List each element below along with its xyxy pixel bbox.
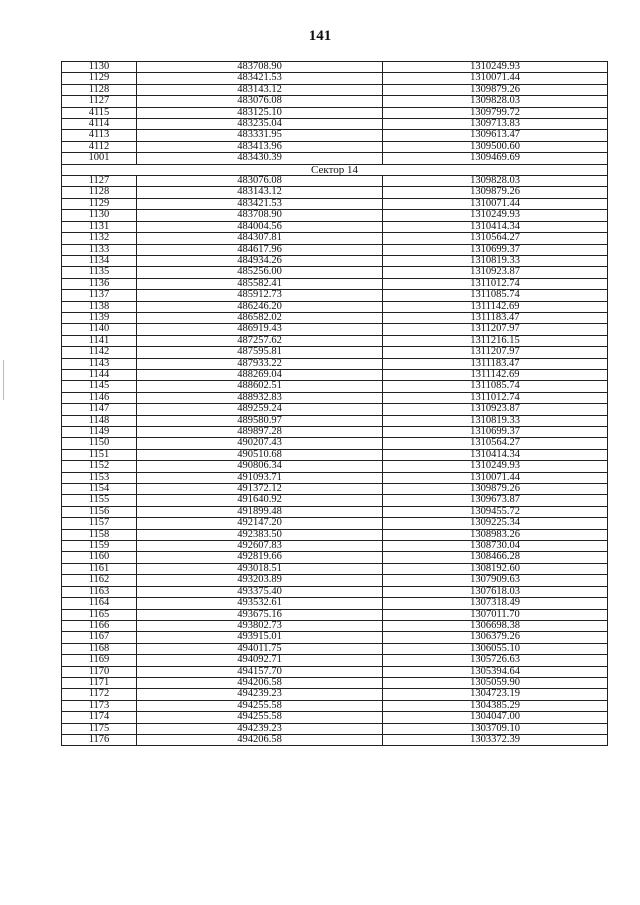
table-row [62, 700, 608, 711]
table-row [62, 187, 608, 198]
y-coordinate-cell: 1310249.93 [383, 210, 608, 221]
coordinates-table [61, 61, 608, 746]
table-row [62, 632, 608, 643]
table-row [62, 506, 608, 517]
x-coordinate-cell: 489897.28 [137, 427, 383, 438]
table-row [62, 301, 608, 312]
y-coordinate-cell: 1306379.26 [383, 632, 608, 643]
y-coordinate-cell: 1304723.19 [383, 689, 608, 700]
table-row [62, 312, 608, 323]
x-coordinate-cell: 492607.83 [137, 541, 383, 552]
y-coordinate-cell: 1309879.26 [383, 484, 608, 495]
table-row [62, 404, 608, 415]
point-number-cell: 1166 [62, 620, 137, 631]
x-coordinate-cell: 491899.48 [137, 506, 383, 517]
x-coordinate-cell: 483421.53 [137, 198, 383, 209]
table-row [62, 655, 608, 666]
x-coordinate-cell: 493675.16 [137, 609, 383, 620]
point-number-cell: 1139 [62, 312, 137, 323]
y-coordinate-cell: 1310414.34 [383, 449, 608, 460]
point-number-cell: 1132 [62, 233, 137, 244]
table-row [62, 712, 608, 723]
point-number-cell: 1138 [62, 301, 137, 312]
point-number-cell: 1164 [62, 598, 137, 609]
point-number-cell: 4114 [62, 119, 137, 130]
point-number-cell: 4112 [62, 141, 137, 152]
point-number-cell: 1165 [62, 609, 137, 620]
y-coordinate-cell: 1309469.69 [383, 153, 608, 164]
x-coordinate-cell: 484004.56 [137, 221, 383, 232]
y-coordinate-cell: 1307318.49 [383, 598, 608, 609]
y-coordinate-cell: 1310564.27 [383, 438, 608, 449]
x-coordinate-cell: 490510.68 [137, 449, 383, 460]
x-coordinate-cell: 486246.20 [137, 301, 383, 312]
x-coordinate-cell: 488932.83 [137, 392, 383, 403]
x-coordinate-cell: 494206.58 [137, 734, 383, 745]
y-coordinate-cell: 1310923.87 [383, 267, 608, 278]
table-row [62, 620, 608, 631]
table-row [62, 244, 608, 255]
y-coordinate-cell: 1309879.26 [383, 84, 608, 95]
y-coordinate-cell: 1309455.72 [383, 506, 608, 517]
point-number-cell: 4115 [62, 107, 137, 118]
x-coordinate-cell: 488602.51 [137, 381, 383, 392]
point-number-cell: 1170 [62, 666, 137, 677]
x-coordinate-cell: 494157.70 [137, 666, 383, 677]
y-coordinate-cell: 1310071.44 [383, 198, 608, 209]
x-coordinate-cell: 483421.53 [137, 73, 383, 84]
y-coordinate-cell: 1310699.37 [383, 244, 608, 255]
y-coordinate-cell: 1309828.03 [383, 96, 608, 107]
table-row [62, 392, 608, 403]
point-number-cell: 1167 [62, 632, 137, 643]
rows-before-section [62, 62, 608, 165]
point-number-cell: 1159 [62, 541, 137, 552]
y-coordinate-cell: 1311183.47 [383, 312, 608, 323]
table-row [62, 734, 608, 745]
table-row [62, 541, 608, 552]
point-number-cell: 1129 [62, 73, 137, 84]
point-number-cell: 1158 [62, 529, 137, 540]
y-coordinate-cell: 1303372.39 [383, 734, 608, 745]
section-label: Сектор 14 [62, 164, 608, 175]
table-row [62, 677, 608, 688]
y-coordinate-cell: 1305394.64 [383, 666, 608, 677]
table-row [62, 643, 608, 654]
point-number-cell: 1137 [62, 290, 137, 301]
x-coordinate-cell: 487933.22 [137, 358, 383, 369]
x-coordinate-cell: 493375.40 [137, 586, 383, 597]
x-coordinate-cell: 493802.73 [137, 620, 383, 631]
table-row [62, 552, 608, 563]
x-coordinate-cell: 493915.01 [137, 632, 383, 643]
y-coordinate-cell: 1305726.63 [383, 655, 608, 666]
table-row [62, 472, 608, 483]
x-coordinate-cell: 491093.71 [137, 472, 383, 483]
table-row [62, 84, 608, 95]
point-number-cell: 1168 [62, 643, 137, 654]
point-number-cell: 1143 [62, 358, 137, 369]
y-coordinate-cell: 1311012.74 [383, 392, 608, 403]
x-coordinate-cell: 487257.62 [137, 335, 383, 346]
y-coordinate-cell: 1303709.10 [383, 723, 608, 734]
y-coordinate-cell: 1310819.33 [383, 255, 608, 266]
x-coordinate-cell: 490207.43 [137, 438, 383, 449]
y-coordinate-cell: 1311216.15 [383, 335, 608, 346]
page-number: 141 [308, 28, 332, 44]
x-coordinate-cell: 485256.00 [137, 267, 383, 278]
y-coordinate-cell: 1311142.69 [383, 301, 608, 312]
y-coordinate-cell: 1307011.70 [383, 609, 608, 620]
point-number-cell: 1169 [62, 655, 137, 666]
table-row [62, 518, 608, 529]
x-coordinate-cell: 489259.24 [137, 404, 383, 415]
point-number-cell: 1150 [62, 438, 137, 449]
y-coordinate-cell: 1308730.04 [383, 541, 608, 552]
y-coordinate-cell: 1311207.97 [383, 324, 608, 335]
table-row [62, 415, 608, 426]
y-coordinate-cell: 1310071.44 [383, 73, 608, 84]
rows-sector-14 [62, 176, 608, 746]
x-coordinate-cell: 486582.02 [137, 312, 383, 323]
x-coordinate-cell: 494011.75 [137, 643, 383, 654]
y-coordinate-cell: 1308983.26 [383, 529, 608, 540]
point-number-cell: 1175 [62, 723, 137, 734]
table-row [62, 461, 608, 472]
point-number-cell: 1134 [62, 255, 137, 266]
point-number-cell: 1161 [62, 563, 137, 574]
x-coordinate-cell: 492383.50 [137, 529, 383, 540]
table-row [62, 198, 608, 209]
y-coordinate-cell: 1309799.72 [383, 107, 608, 118]
x-coordinate-cell: 494092.71 [137, 655, 383, 666]
point-number-cell: 1151 [62, 449, 137, 460]
point-number-cell: 1148 [62, 415, 137, 426]
table-row [62, 484, 608, 495]
table-row [62, 598, 608, 609]
y-coordinate-cell: 1308466.28 [383, 552, 608, 563]
table-row [62, 347, 608, 358]
y-coordinate-cell: 1310249.93 [383, 62, 608, 73]
y-coordinate-cell: 1309613.47 [383, 130, 608, 141]
y-coordinate-cell: 1309713.83 [383, 119, 608, 130]
point-number-cell: 1172 [62, 689, 137, 700]
y-coordinate-cell: 1308192.60 [383, 563, 608, 574]
x-coordinate-cell: 483331.95 [137, 130, 383, 141]
point-number-cell: 1130 [62, 62, 137, 73]
table-row [62, 335, 608, 346]
x-coordinate-cell: 494206.58 [137, 677, 383, 688]
point-number-cell: 1146 [62, 392, 137, 403]
x-coordinate-cell: 492147.20 [137, 518, 383, 529]
table-row [62, 210, 608, 221]
x-coordinate-cell: 494255.58 [137, 712, 383, 723]
left-edge-mark [3, 360, 4, 400]
point-number-cell: 1141 [62, 335, 137, 346]
y-coordinate-cell: 1307909.63 [383, 575, 608, 586]
y-coordinate-cell: 1304047.00 [383, 712, 608, 723]
point-number-cell: 1162 [62, 575, 137, 586]
x-coordinate-cell: 484617.96 [137, 244, 383, 255]
table-row [62, 107, 608, 118]
point-number-cell: 1136 [62, 278, 137, 289]
point-number-cell: 1142 [62, 347, 137, 358]
point-number-cell: 1129 [62, 198, 137, 209]
x-coordinate-cell: 487595.81 [137, 347, 383, 358]
point-number-cell: 1133 [62, 244, 137, 255]
point-number-cell: 1128 [62, 187, 137, 198]
table-row [62, 62, 608, 73]
table-row [62, 529, 608, 540]
y-coordinate-cell: 1306698.38 [383, 620, 608, 631]
table-row [62, 153, 608, 164]
y-coordinate-cell: 1305059.90 [383, 677, 608, 688]
point-number-cell: 1144 [62, 369, 137, 380]
x-coordinate-cell: 483143.12 [137, 187, 383, 198]
point-number-cell: 1131 [62, 221, 137, 232]
y-coordinate-cell: 1310564.27 [383, 233, 608, 244]
table-row [62, 278, 608, 289]
point-number-cell: 1174 [62, 712, 137, 723]
y-coordinate-cell: 1311207.97 [383, 347, 608, 358]
point-number-cell: 1130 [62, 210, 137, 221]
point-number-cell: 1171 [62, 677, 137, 688]
point-number-cell: 1163 [62, 586, 137, 597]
y-coordinate-cell: 1309828.03 [383, 176, 608, 187]
x-coordinate-cell: 483143.12 [137, 84, 383, 95]
table-row [62, 96, 608, 107]
x-coordinate-cell: 483708.90 [137, 210, 383, 221]
point-number-cell: 1153 [62, 472, 137, 483]
point-number-cell: 1145 [62, 381, 137, 392]
y-coordinate-cell: 1310699.37 [383, 427, 608, 438]
x-coordinate-cell: 493532.61 [137, 598, 383, 609]
table-row [62, 563, 608, 574]
x-coordinate-cell: 489580.97 [137, 415, 383, 426]
x-coordinate-cell: 484934.26 [137, 255, 383, 266]
x-coordinate-cell: 488269.04 [137, 369, 383, 380]
x-coordinate-cell: 491640.92 [137, 495, 383, 506]
x-coordinate-cell: 485582.41 [137, 278, 383, 289]
x-coordinate-cell: 483413.96 [137, 141, 383, 152]
table-row [62, 449, 608, 460]
table-row [62, 495, 608, 506]
x-coordinate-cell: 490806.34 [137, 461, 383, 472]
y-coordinate-cell: 1310071.44 [383, 472, 608, 483]
point-number-cell: 1128 [62, 84, 137, 95]
x-coordinate-cell: 493018.51 [137, 563, 383, 574]
point-number-cell: 1176 [62, 734, 137, 745]
point-number-cell: 1140 [62, 324, 137, 335]
point-number-cell: 1127 [62, 176, 137, 187]
y-coordinate-cell: 1311085.74 [383, 290, 608, 301]
y-coordinate-cell: 1309225.34 [383, 518, 608, 529]
table-row [62, 666, 608, 677]
x-coordinate-cell: 483125.10 [137, 107, 383, 118]
section-row [62, 164, 608, 175]
y-coordinate-cell: 1309673.87 [383, 495, 608, 506]
table-row [62, 586, 608, 597]
table-row [62, 141, 608, 152]
point-number-cell: 1001 [62, 153, 137, 164]
y-coordinate-cell: 1310923.87 [383, 404, 608, 415]
point-number-cell: 1135 [62, 267, 137, 278]
point-number-cell: 1127 [62, 96, 137, 107]
point-number-cell: 4113 [62, 130, 137, 141]
table-row [62, 575, 608, 586]
point-number-cell: 1156 [62, 506, 137, 517]
y-coordinate-cell: 1304385.29 [383, 700, 608, 711]
x-coordinate-cell: 491372.12 [137, 484, 383, 495]
table-row [62, 438, 608, 449]
section-header [62, 164, 608, 175]
point-number-cell: 1157 [62, 518, 137, 529]
y-coordinate-cell: 1310414.34 [383, 221, 608, 232]
x-coordinate-cell: 483430.39 [137, 153, 383, 164]
table-row [62, 290, 608, 301]
y-coordinate-cell: 1311142.69 [383, 369, 608, 380]
x-coordinate-cell: 494239.23 [137, 689, 383, 700]
table-row [62, 119, 608, 130]
point-number-cell: 1152 [62, 461, 137, 472]
x-coordinate-cell: 483076.08 [137, 176, 383, 187]
x-coordinate-cell: 494255.58 [137, 700, 383, 711]
table-row [62, 233, 608, 244]
table-row [62, 267, 608, 278]
point-number-cell: 1173 [62, 700, 137, 711]
y-coordinate-cell: 1311012.74 [383, 278, 608, 289]
y-coordinate-cell: 1311183.47 [383, 358, 608, 369]
y-coordinate-cell: 1310819.33 [383, 415, 608, 426]
table-row [62, 723, 608, 734]
x-coordinate-cell: 486919.43 [137, 324, 383, 335]
y-coordinate-cell: 1310249.93 [383, 461, 608, 472]
point-number-cell: 1149 [62, 427, 137, 438]
table-row [62, 73, 608, 84]
y-coordinate-cell: 1309500.60 [383, 141, 608, 152]
y-coordinate-cell: 1306055.10 [383, 643, 608, 654]
x-coordinate-cell: 483076.08 [137, 96, 383, 107]
table-row [62, 255, 608, 266]
x-coordinate-cell: 483235.04 [137, 119, 383, 130]
x-coordinate-cell: 485912.73 [137, 290, 383, 301]
y-coordinate-cell: 1309879.26 [383, 187, 608, 198]
table-row [62, 176, 608, 187]
x-coordinate-cell: 483708.90 [137, 62, 383, 73]
y-coordinate-cell: 1311085.74 [383, 381, 608, 392]
table-row [62, 358, 608, 369]
table-row [62, 381, 608, 392]
y-coordinate-cell: 1307618.03 [383, 586, 608, 597]
x-coordinate-cell: 494239.23 [137, 723, 383, 734]
x-coordinate-cell: 493203.89 [137, 575, 383, 586]
table-row [62, 609, 608, 620]
point-number-cell: 1154 [62, 484, 137, 495]
point-number-cell: 1155 [62, 495, 137, 506]
table-row [62, 221, 608, 232]
x-coordinate-cell: 492819.66 [137, 552, 383, 563]
x-coordinate-cell: 484307.81 [137, 233, 383, 244]
table-row [62, 369, 608, 380]
table-row [62, 130, 608, 141]
table-row [62, 427, 608, 438]
point-number-cell: 1147 [62, 404, 137, 415]
table-row [62, 689, 608, 700]
point-number-cell: 1160 [62, 552, 137, 563]
table-row [62, 324, 608, 335]
